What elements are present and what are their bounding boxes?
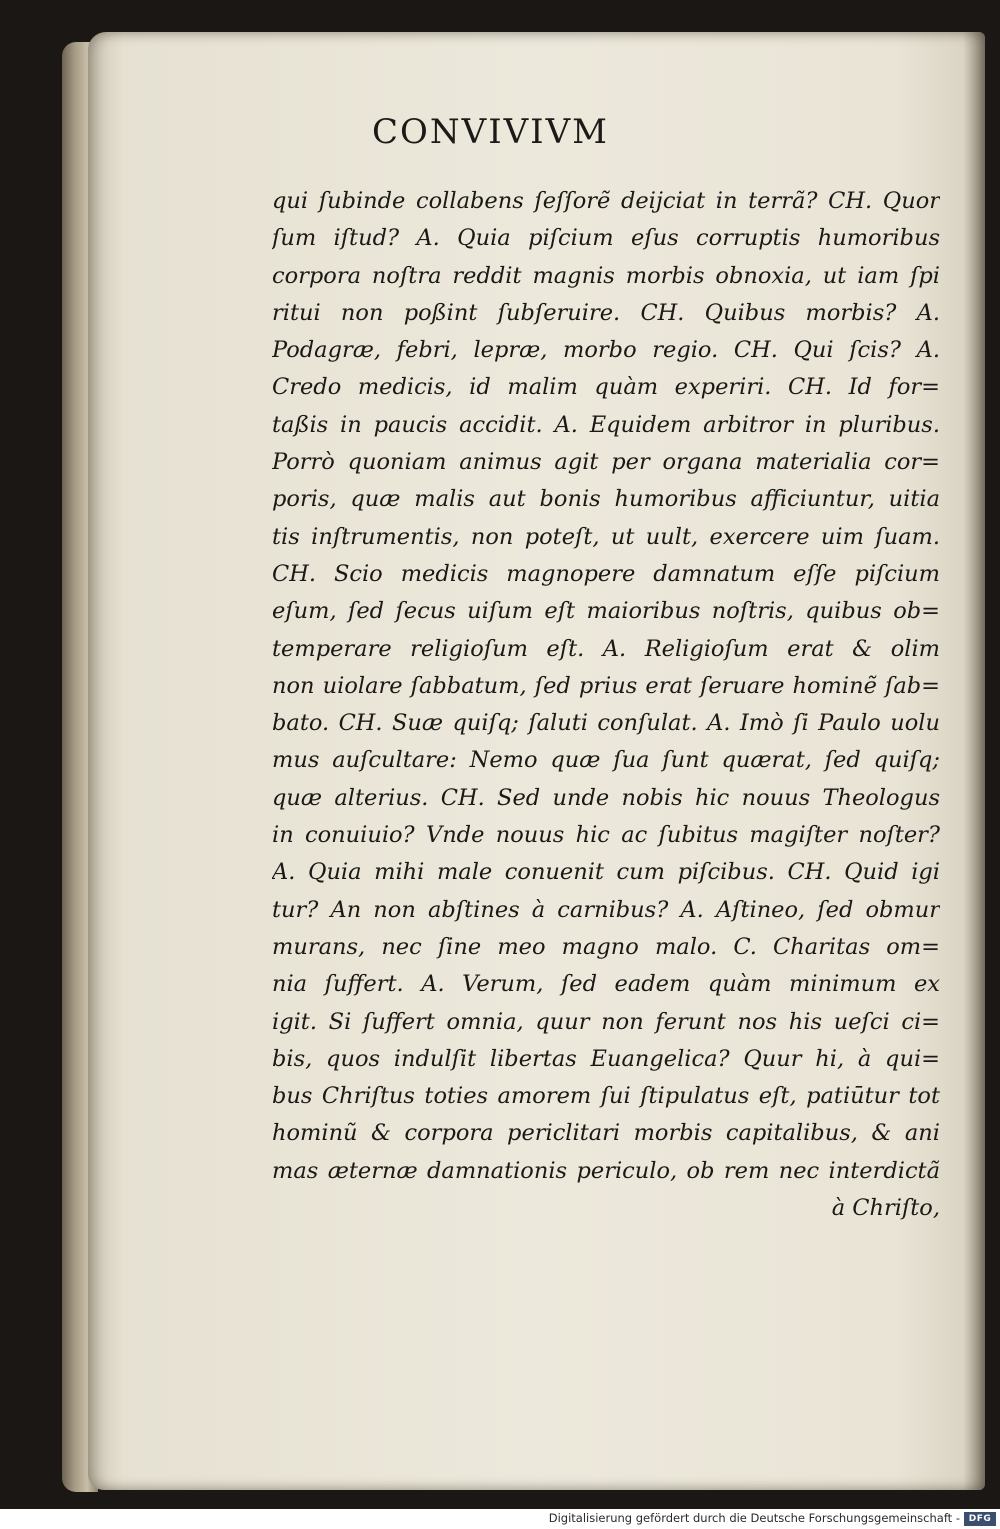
funding-credit: Digitalisierung gefördert durch die Deutsche Forschungsgemeinschaft -: [548, 1511, 960, 1525]
text-line: tur? An non abſtines à carnibus? A. Aſtineo, ſed obmur: [272, 896, 940, 923]
text-line: ritui non poßint ſubſeruire. CH. Quibus morbis? A.: [272, 299, 940, 326]
text-line: quæ alterius. CH. Sed unde nobis hic nouus Theologus: [272, 784, 940, 811]
text-line: ſum iſtud? A. Quia piſcium eſus corruptis humoribus: [272, 225, 940, 252]
text-line: bato. CH. Suæ quiſq; ſaluti conſulat. A. Imò ſi Paulo uolu: [272, 710, 940, 737]
text-line: Credo medicis, id malim quàm experiri. CH. Id for=: [272, 374, 940, 401]
text-line: mas æternæ damnationis periculo, ob rem nec interdictã: [272, 1157, 940, 1184]
text-line: poris, quæ malis aut bonis humoribus afficiuntur, uitia: [272, 486, 940, 513]
text-line: igit. Si ſuffert omnia, quur non ferunt nos his ueſci ci=: [272, 1008, 940, 1035]
dfg-logo: DFG: [964, 1512, 996, 1526]
text-line: Podagræ, febri, lepræ, morbo regio. CH. Qui ſcis? A.: [272, 337, 940, 364]
text-line: eſum, ſed ſecus uiſum eſt maioribus noſtris, quibus ob=: [272, 598, 940, 625]
text-line: murans, nec ſine meo magno malo. C. Charitas om=: [272, 933, 940, 960]
text-line: in conuiuio? Vnde nouus hic ac ſubitus magiſter noſter?: [272, 822, 940, 849]
text-line: taßis in paucis accidit. A. Equidem arbitror in pluribus.: [272, 411, 940, 438]
page-gutter-shadow: [963, 32, 985, 1490]
text-line: bus Chriſtus toties amorem ſui ſtipulatus eſt, patiūtur tot: [272, 1083, 940, 1110]
footer-bar: [0, 1509, 1000, 1529]
text-line: corpora noſtra reddit magnis morbis obnoxia, ut iam ſpi: [272, 262, 940, 289]
text-line: Porrò quoniam animus agit per organa materialia cor=: [272, 449, 940, 476]
text-line: CH. Scio medicis magnopere damnatum eſſe piſcium: [272, 560, 940, 587]
text-line: bis, quos indulſit libertas Euangelica? Quur hi, à qui=: [272, 1045, 940, 1072]
text-line: mus auſcultare: Nemo quæ ſua ſunt quærat, ſed quiſq;: [272, 747, 940, 774]
text-line: tis inſtrumentis, non poteſt, ut uult, exercere uim ſuam.: [272, 523, 940, 550]
text-line: temperare religioſum eſt. A. Religioſum erat & olim: [272, 635, 940, 662]
text-line: nia ſuffert. A. Verum, ſed eadem quàm minimum ex: [272, 971, 940, 998]
text-line: A. Quia mihi male conuenit cum piſcibus. CH. Quid igi: [272, 859, 940, 886]
text-line: hominũ & corpora periclitari morbis capitalibus, & ani: [272, 1120, 940, 1147]
catchword: à Chriſto,: [831, 1195, 940, 1222]
text-line: qui ſubinde collabens ſeſſorẽ deijciat in terrã? CH. Quor: [272, 188, 940, 214]
text-block: [272, 183, 940, 1227]
text-line: non uiolare ſabbatum, ſed prius erat ſeruare hominẽ ſab=: [272, 672, 940, 699]
running-head: CONVIVIVM: [372, 112, 609, 152]
